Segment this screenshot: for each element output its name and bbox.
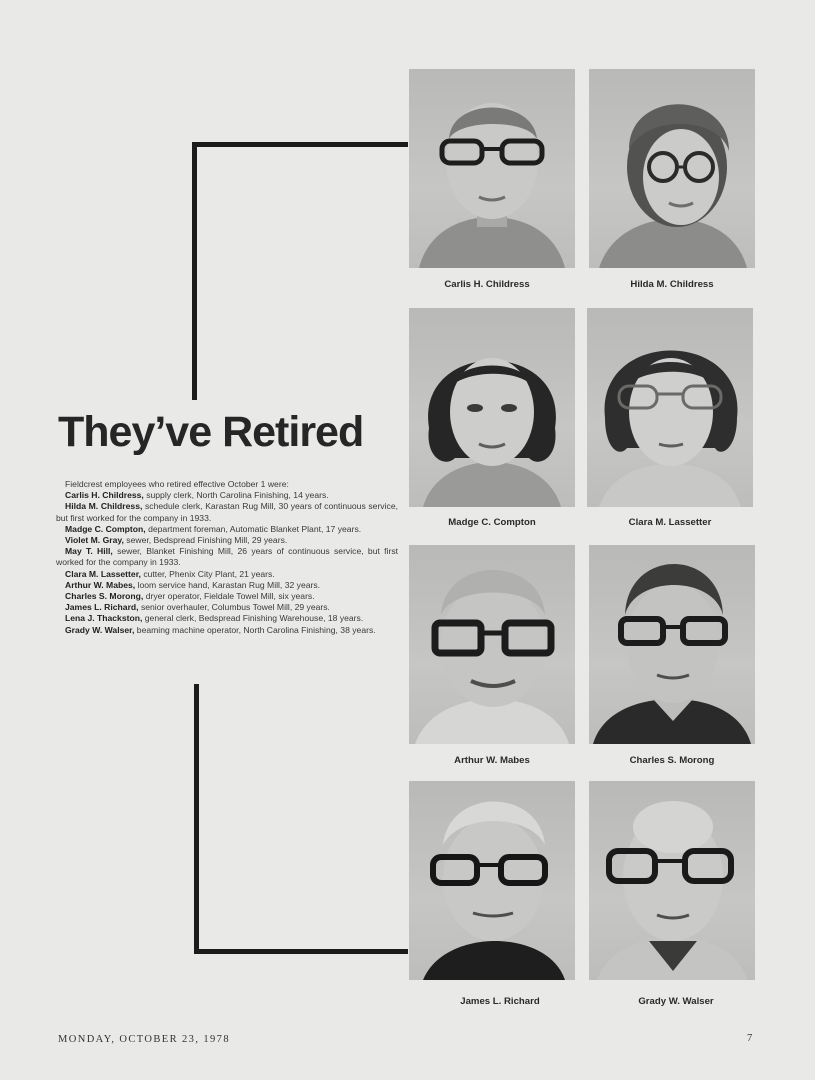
retiree-entry bbox=[56, 613, 398, 624]
portrait-caption: Clara M. Lassetter bbox=[628, 517, 712, 528]
retiree-detail: senior overhauler, Columbus Towel Mill, 29 years. bbox=[138, 602, 330, 613]
portrait-caption: Charles S. Morong bbox=[629, 755, 715, 766]
retiree-detail: schedule clerk, Karastan Rug Mill, 30 years of continuous service, but first worked for the company in 1933. bbox=[56, 501, 398, 523]
retiree-detail: loom service hand, Karastan Rug Mill, 32 years. bbox=[135, 579, 321, 590]
bracket-left-line-upper bbox=[192, 142, 197, 400]
retiree-detail: sewer, Blanket Finishing Mill, 26 years of continuous service, but first worked for the company in 1933. bbox=[56, 546, 399, 568]
retiree-name: Charles S. Morong, bbox=[65, 591, 144, 602]
retiree-name: May T. Hill, bbox=[65, 546, 113, 557]
article-intro: Fieldcrest employees who retired effective October 1 were: bbox=[65, 479, 289, 489]
retiree-entry bbox=[56, 602, 398, 613]
retiree-detail: general clerk, Bedspread Finishing Warehouse, 18 years. bbox=[142, 613, 364, 624]
retiree-name: Arthur W. Mabes, bbox=[65, 579, 136, 590]
retiree-detail: supply clerk, North Carolina Finishing, 14 years. bbox=[143, 490, 329, 501]
portrait-caption: Hilda M. Childress bbox=[630, 279, 714, 290]
retiree-name: Madge C. Compton, bbox=[65, 523, 146, 534]
retiree-entry bbox=[56, 535, 398, 546]
retiree-entry bbox=[56, 490, 398, 501]
portrait-photo bbox=[589, 545, 755, 744]
retiree-name: Violet M. Gray, bbox=[65, 535, 124, 546]
retiree-name: Grady W. Walser, bbox=[65, 624, 135, 635]
retiree-name: Hilda M. Childress, bbox=[65, 501, 143, 512]
retiree-entry bbox=[56, 569, 398, 580]
retiree-entry bbox=[56, 580, 398, 591]
retiree-name: James L. Richard, bbox=[65, 602, 139, 613]
issue-date: MONDAY, OCTOBER 23, 1978 bbox=[58, 1034, 230, 1045]
portrait-caption: James L. Richard bbox=[460, 996, 540, 1007]
page-number: 7 bbox=[747, 1033, 753, 1044]
bracket-top-line bbox=[192, 142, 408, 147]
retiree-detail: beaming machine operator, North Carolina Finishing, 38 years. bbox=[134, 624, 376, 635]
portrait-caption: Carlis H. Childress bbox=[444, 279, 530, 290]
retiree-detail: department foreman, Automatic Blanket Plant, 17 years. bbox=[145, 523, 362, 534]
portrait-photo bbox=[409, 545, 575, 744]
retiree-entry bbox=[56, 591, 398, 602]
portrait-photo bbox=[587, 308, 753, 507]
portrait-photo bbox=[409, 308, 575, 507]
retiree-entry bbox=[56, 524, 398, 535]
bracket-left-line-lower bbox=[194, 684, 199, 954]
retiree-entry bbox=[56, 501, 398, 523]
bracket-bottom-line bbox=[194, 949, 408, 954]
portrait-caption: Madge C. Compton bbox=[448, 517, 536, 528]
retiree-detail: dryer operator, Fieldale Towel Mill, six years. bbox=[143, 591, 315, 602]
portrait-photo bbox=[409, 781, 575, 980]
retiree-detail: sewer, Bedspread Finishing Mill, 29 years. bbox=[123, 535, 288, 546]
portrait-photo bbox=[589, 69, 755, 268]
retiree-detail: cutter, Phenix City Plant, 21 years. bbox=[140, 568, 275, 579]
portrait-caption: Arthur W. Mabes bbox=[454, 755, 530, 766]
portrait-photo bbox=[589, 781, 755, 980]
retiree-entry bbox=[56, 546, 398, 568]
portrait-photo bbox=[409, 69, 575, 268]
retiree-name: Lena J. Thackston, bbox=[65, 613, 143, 624]
portrait-caption: Grady W. Walser bbox=[638, 996, 714, 1007]
article-body bbox=[56, 479, 398, 636]
retiree-name: Carlis H. Childress, bbox=[65, 490, 144, 501]
retiree-name: Clara M. Lassetter, bbox=[65, 568, 141, 579]
headline: They’ve Retired bbox=[58, 408, 364, 456]
retiree-entry bbox=[56, 625, 398, 636]
